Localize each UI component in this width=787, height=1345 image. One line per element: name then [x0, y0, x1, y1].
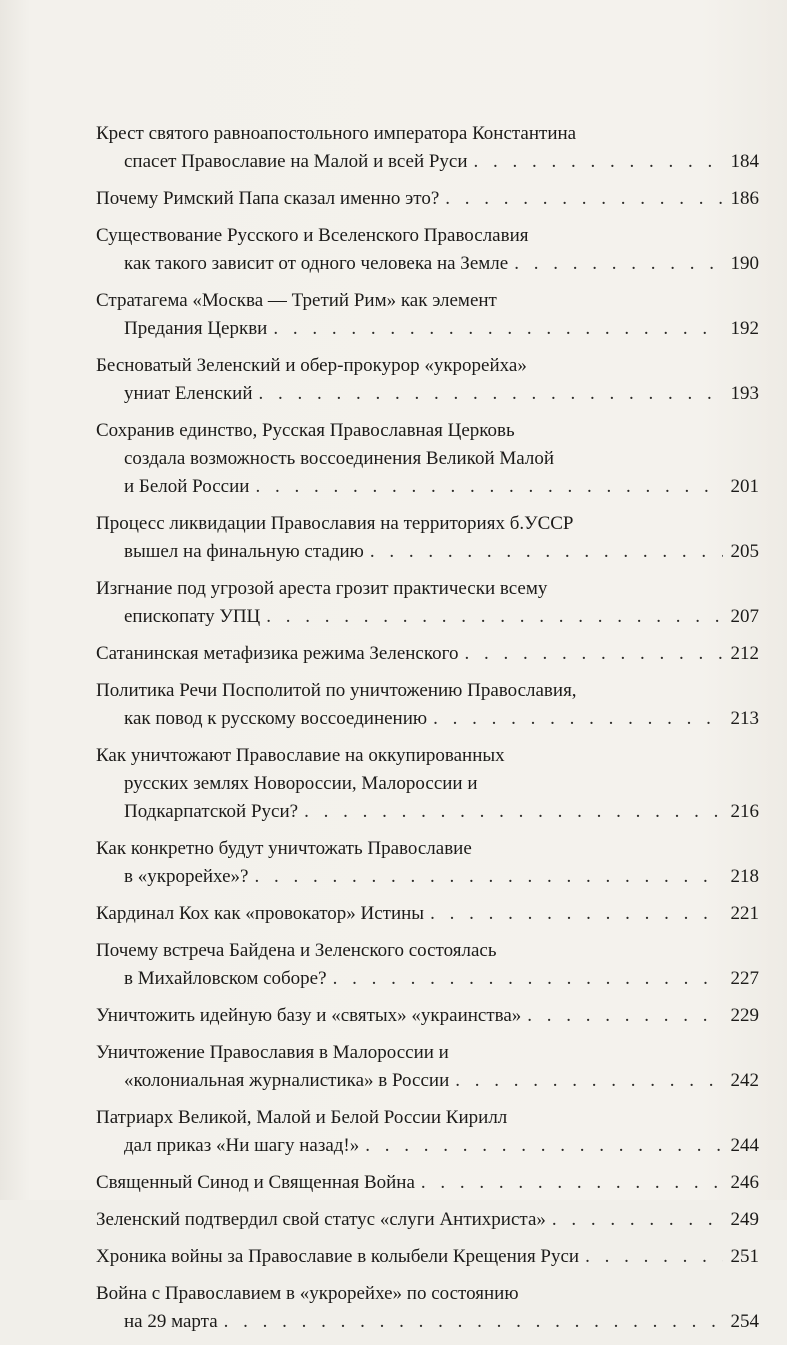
toc-entry	[96, 575, 759, 631]
toc-entry-title-line: вышел на финальную стадию	[124, 541, 364, 562]
dot-leader	[552, 1206, 723, 1234]
toc-entry-title-line: дал приказ «Ни шагу назад!»	[124, 1135, 360, 1156]
toc-page-number: 229	[730, 1005, 759, 1026]
toc-entry-title-line: как повод к русскому воссоединению	[124, 708, 428, 729]
toc-entry-title-line: Политика Речи Посполитой по уничтожению Православия,	[96, 680, 577, 701]
toc-entry	[96, 900, 759, 928]
toc-entry	[96, 185, 759, 213]
toc-entry-last-line	[96, 315, 759, 343]
dot-leader	[433, 705, 723, 733]
toc-entry-title-line: Война с Православием в «укрорейхе» по состоянию	[96, 1283, 519, 1304]
toc-entry-title-line: Существование Русского и Вселенского Православия	[96, 225, 529, 246]
toc-entry-title-line: Бесноватый Зеленский и обер-прокурор «укрорейха»	[96, 355, 527, 376]
toc-entry-title-line: Хроника войны за Православие в колыбели Крещения Руси	[96, 1246, 580, 1267]
toc-entry-title-line: как такого зависит от одного человека на Земле	[124, 253, 509, 274]
toc-entry-last-line	[96, 473, 759, 501]
toc-entry	[96, 937, 759, 993]
toc-page-number: 249	[730, 1209, 759, 1230]
dot-leader	[445, 185, 723, 213]
dot-leader	[455, 1067, 723, 1095]
toc-entry-last-line	[96, 1067, 759, 1095]
toc-entry-title-line: в Михайловском соборе?	[124, 968, 327, 989]
toc-page-number: 186	[730, 188, 759, 209]
toc-entry-title-line: Патриарх Великой, Малой и Белой России Кирилл	[96, 1107, 508, 1128]
dot-leader	[585, 1243, 723, 1271]
toc-entry-title-line: Почему Римский Папа сказал именно это?	[96, 188, 440, 209]
toc-entry	[96, 1243, 759, 1271]
dot-leader	[365, 1132, 723, 1160]
toc-entry-last-line	[96, 380, 759, 408]
toc-entry	[96, 1206, 759, 1234]
toc-entry-title-line: Уничтожить идейную базу и «святых» «украинства»	[96, 1005, 522, 1026]
toc-entry-title-line: создала возможность воссоединения Великой Малой	[124, 448, 555, 469]
toc-entry-last-line	[96, 798, 759, 826]
toc-entry-title-line: Как конкретно будут уничтожать Православие	[96, 838, 472, 859]
toc-page-number: 218	[730, 866, 759, 887]
toc-entry-title-line: Как уничтожают Православие на оккупированных	[96, 745, 505, 766]
dot-leader	[421, 1169, 723, 1197]
toc-page-number: 246	[730, 1172, 759, 1193]
toc-page-number: 205	[730, 541, 759, 562]
toc-entry-last-line	[96, 250, 759, 278]
toc-entry	[96, 742, 759, 826]
toc-entry-last-line	[96, 1002, 759, 1030]
toc-entry-title-line: и Белой России	[124, 476, 250, 497]
dot-leader	[430, 900, 723, 928]
toc-entry	[96, 677, 759, 733]
toc-entry-last-line	[96, 1243, 759, 1271]
toc-page-number: 212	[730, 643, 759, 664]
toc-entry-last-line	[96, 185, 759, 213]
toc-page-number: 190	[730, 253, 759, 274]
dot-leader	[255, 473, 723, 501]
dot-leader	[474, 148, 723, 176]
toc-entry-title-line: Почему встреча Байдена и Зеленского состоялась	[96, 940, 497, 961]
toc-entry-title-line: Стратагема «Москва — Третий Рим» как элемент	[96, 290, 497, 311]
toc-page-number: 221	[730, 903, 759, 924]
toc-page-number: 244	[730, 1135, 759, 1156]
dot-leader	[304, 798, 723, 826]
toc-entry	[96, 417, 759, 501]
table-of-contents	[96, 120, 759, 1345]
dot-leader	[254, 863, 723, 891]
toc-entry-last-line	[96, 148, 759, 176]
dot-leader	[514, 250, 723, 278]
toc-entry-title-line: епископату УПЦ	[124, 606, 261, 627]
toc-entry-title-line: Подкарпатской Руси?	[124, 801, 299, 822]
toc-entry	[96, 510, 759, 566]
toc-page-number: 251	[730, 1246, 759, 1267]
toc-page-number: 213	[730, 708, 759, 729]
toc-entry-last-line	[96, 1132, 759, 1160]
toc-entry-title-line: в «укрорейхе»?	[124, 866, 249, 887]
toc-entry-last-line	[96, 640, 759, 668]
toc-entry-last-line	[96, 705, 759, 733]
toc-entry-last-line	[96, 1169, 759, 1197]
toc-entry-last-line	[96, 863, 759, 891]
toc-entry-title-line: Предания Церкви	[124, 318, 268, 339]
toc-entry	[96, 287, 759, 343]
toc-entry-last-line	[96, 1206, 759, 1234]
dot-leader	[370, 538, 723, 566]
toc-page-number: 192	[730, 318, 759, 339]
toc-entry-title-line: русских землях Новороссии, Малороссии и	[124, 773, 478, 794]
dot-leader	[273, 315, 723, 343]
toc-page-number: 242	[730, 1070, 759, 1091]
toc-page-number: 216	[730, 801, 759, 822]
toc-entry-last-line	[96, 965, 759, 993]
dot-leader	[333, 965, 723, 993]
toc-entry-title-line: Священный Синод и Священная Война	[96, 1172, 415, 1193]
toc-entry-title-line: униат Еленский	[124, 383, 253, 404]
toc-entry-last-line	[96, 603, 759, 631]
dot-leader	[464, 640, 723, 668]
toc-page-number: 207	[730, 606, 759, 627]
toc-entry-title-line: Сохранив единство, Русская Православная Церковь	[96, 420, 515, 441]
toc-entry-title-line: Сатанинская метафизика режима Зеленского	[96, 643, 459, 664]
toc-page-number: 193	[730, 383, 759, 404]
dot-leader	[259, 380, 723, 408]
toc-entry-last-line	[96, 1308, 759, 1336]
toc-entry	[96, 222, 759, 278]
toc-entry-title-line: Изгнание под угрозой ареста грозит практически всему	[96, 578, 548, 599]
toc-entry-title-line: Процесс ликвидации Православия на территориях б.УССР	[96, 513, 574, 534]
toc-entry	[96, 120, 759, 176]
dot-leader	[527, 1002, 723, 1030]
toc-entry	[96, 1280, 759, 1336]
toc-entry-title-line: Крест святого равноапостольного императора Константина	[96, 123, 577, 144]
toc-entry-title-line: Уничтожение Православия в Малороссии и	[96, 1042, 449, 1063]
toc-entry-last-line	[96, 900, 759, 928]
toc-page-number: 227	[730, 968, 759, 989]
toc-entry-title-line: «колониальная журналистика» в России	[124, 1070, 450, 1091]
toc-entry	[96, 1002, 759, 1030]
toc-entry	[96, 352, 759, 408]
toc-entry-title-line: Зеленский подтвердил свой статус «слуги Антихриста»	[96, 1209, 546, 1230]
toc-entry-title-line: на 29 марта	[124, 1311, 218, 1332]
toc-entry-last-line	[96, 538, 759, 566]
toc-entry	[96, 640, 759, 668]
dot-leader	[224, 1308, 723, 1336]
toc-entry	[96, 1039, 759, 1095]
dot-leader	[266, 603, 723, 631]
toc-entry	[96, 1104, 759, 1160]
toc-entry-title-line: спасет Православие на Малой и всей Руси	[124, 151, 468, 172]
toc-page-number: 184	[730, 151, 759, 172]
toc-entry-title-line: Кардинал Кох как «провокатор» Истины	[96, 903, 425, 924]
toc-entry	[96, 835, 759, 891]
toc-page-number: 201	[730, 476, 759, 497]
toc-page-number: 254	[730, 1311, 759, 1332]
toc-entry	[96, 1169, 759, 1197]
